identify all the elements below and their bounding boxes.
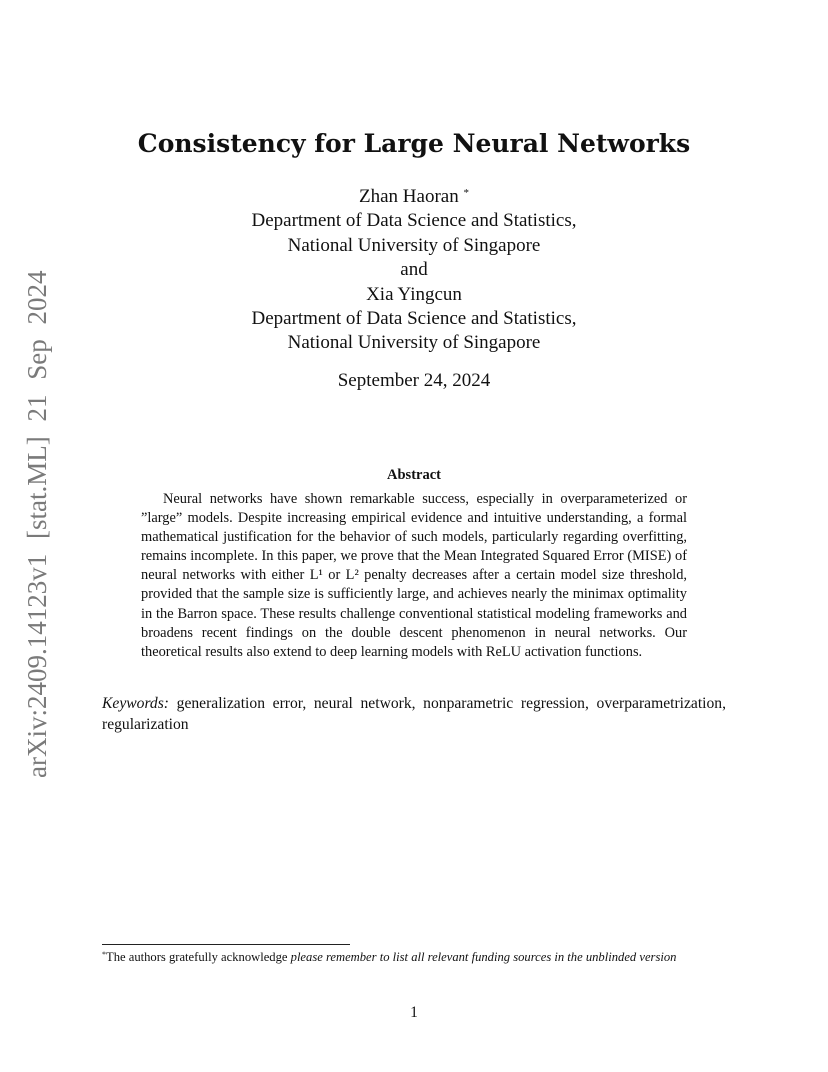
author-department-2: Department of Data Science and Statistics, [251, 308, 577, 330]
keywords-label: Keywords: [102, 695, 169, 712]
footnote-mark: * [102, 950, 106, 959]
keywords [102, 693, 726, 735]
author-university-1: National University of Singapore [287, 234, 541, 256]
author-name-1: Zhan Haoran [359, 186, 459, 207]
abstract-heading: Abstract [387, 467, 441, 483]
author-department-1: Department of Data Science and Statistics, [251, 210, 577, 232]
arxiv-identifier: arXiv:2409.14123v1 [stat.ML] 21 Sep 2024 [22, 270, 52, 778]
author-line-1 [0, 185, 828, 209]
author-conjunction: and [400, 259, 428, 281]
author-footnote-mark: * [463, 187, 469, 199]
paper-date: September 24, 2024 [337, 370, 491, 391]
footnote-text: The authors gratefully acknowledge [106, 950, 291, 964]
author-name-2: Xia Yingcun [366, 283, 462, 305]
footnote-divider [102, 944, 350, 945]
keywords-text: generalization error, neural network, nonparametric regression, overparametrization, regularization [102, 695, 726, 733]
footnote-italic-text: please remember to list all relevant funding sources in the unblinded version [290, 950, 677, 964]
page-number: 1 [410, 1004, 418, 1021]
paper-title: Consistency for Large Neural Networks [137, 129, 691, 158]
author-university-2: National University of Singapore [287, 332, 541, 354]
author-block [0, 185, 828, 356]
abstract-body: Neural networks have shown remarkable success, especially in overparameterized or ”large” models. Despite increasing empirical evidence and intuitive understanding, a formal mathematical justification for the behavior of such models, particularly regarding overfitting, remains incomplete. In this paper, we prove that the Mean Integrated Squared Error (MISE) of neural networks with either L¹ or L² penalty decreases after a certain model size threshold, provided that the sample size is sufficiently large, and achieves nearly the minimax optimality in the Barron space. These results challenge conventional statistical modeling frameworks and broadens recent findings on the double descent phenomenon in neural networks. Our theoretical results also extend to deep learning models with ReLU activation functions. [141, 491, 687, 660]
footnote [102, 949, 726, 966]
